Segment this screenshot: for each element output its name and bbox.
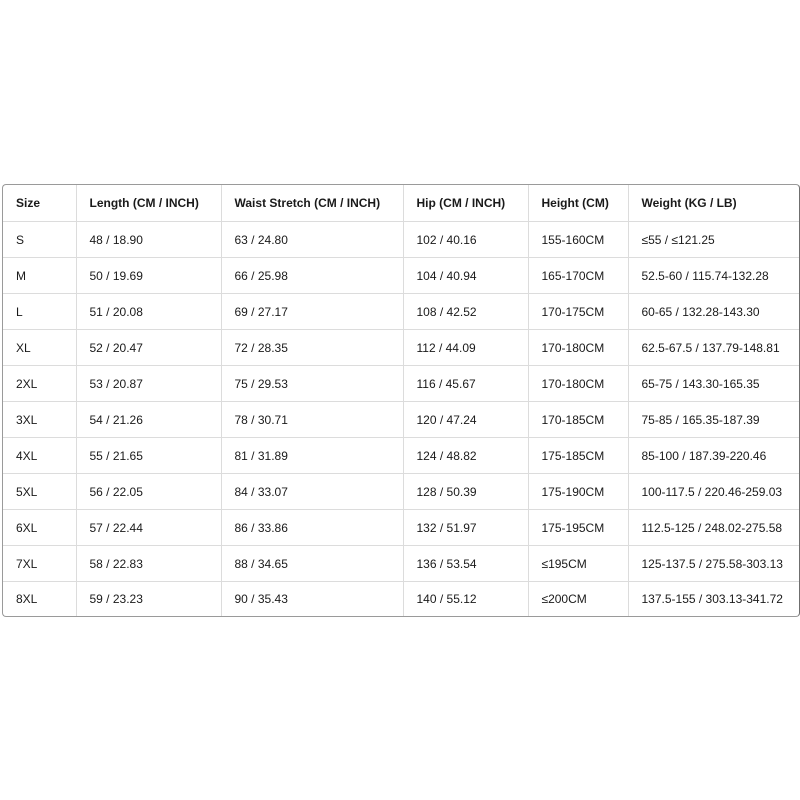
cell-hip: 132 / 51.97 — [403, 510, 528, 546]
cell-weight: 137.5-155 / 303.13-341.72 — [641, 592, 783, 606]
column-header-waist-stretch: Waist Stretch (CM / INCH) — [221, 185, 403, 222]
column-header-hip: Hip (CM / INCH) — [403, 185, 528, 222]
cell-hip: 104 / 40.94 — [403, 258, 528, 294]
cell-hip: 140 / 55.12 — [403, 582, 528, 617]
table-row — [3, 438, 799, 474]
cell-height: 170-175CM — [528, 294, 628, 330]
table-body — [3, 222, 799, 617]
cell-weight: ≤55 / ≤121.25 — [628, 222, 799, 258]
cell-size: 6XL — [3, 510, 76, 546]
cell-size: S — [3, 222, 76, 258]
table-row — [3, 510, 799, 546]
cell-height: 170-180CM — [528, 366, 628, 402]
cell-waist-stretch: 90 / 35.43 — [221, 582, 403, 617]
cell-weight: 85-100 / 187.39-220.46 — [628, 438, 799, 474]
column-header-size: Size — [3, 185, 76, 222]
table-row — [3, 258, 799, 294]
cell-weight: 75-85 / 165.35-187.39 — [628, 402, 799, 438]
cell-waist-stretch: 66 / 25.98 — [221, 258, 403, 294]
cell-weight: 60-65 / 132.28-143.30 — [628, 294, 799, 330]
cell-length: 57 / 22.44 — [76, 510, 221, 546]
table-row — [3, 474, 799, 510]
cell-hip: 128 / 50.39 — [403, 474, 528, 510]
cell-size: 8XL — [3, 582, 76, 617]
cell-waist-stretch: 69 / 27.17 — [221, 294, 403, 330]
cell-length: 48 / 18.90 — [76, 222, 221, 258]
cell-hip: 136 / 53.54 — [403, 546, 528, 582]
cell-waist-stretch: 63 / 24.80 — [221, 222, 403, 258]
cell-height: 155-160CM — [528, 222, 628, 258]
cell-weight: 125-137.5 / 275.58-303.13 — [628, 546, 799, 582]
cell-length: 54 / 21.26 — [76, 402, 221, 438]
size-table — [3, 185, 799, 616]
cell-hip: 116 / 45.67 — [403, 366, 528, 402]
cell-size: 3XL — [3, 402, 76, 438]
cell-weight: 52.5-60 / 115.74-132.28 — [628, 258, 799, 294]
table-header — [3, 185, 799, 222]
table-row — [3, 222, 799, 258]
cell-weight: 100-117.5 / 220.46-259.03 — [628, 474, 799, 510]
cell-length: 56 / 22.05 — [76, 474, 221, 510]
cell-waist-stretch: 78 / 30.71 — [221, 402, 403, 438]
cell-length: 52 / 20.47 — [76, 330, 221, 366]
column-header-weight: Weight (KG / LB) — [628, 185, 799, 222]
cell-length: 59 / 23.23 — [76, 582, 221, 617]
cell-length: 53 / 20.87 — [76, 366, 221, 402]
cell-height: 170-180CM — [528, 330, 628, 366]
table-row — [3, 294, 799, 330]
cell-waist-stretch: 88 / 34.65 — [221, 546, 403, 582]
cell-length: 58 / 22.83 — [76, 546, 221, 582]
cell-waist-stretch: 86 / 33.86 — [221, 510, 403, 546]
table-row — [3, 582, 799, 617]
cell-height: 175-190CM — [528, 474, 628, 510]
size-chart-table — [2, 184, 800, 617]
table-row — [3, 546, 799, 582]
cell-height: 175-195CM — [528, 510, 628, 546]
cell-hip: 120 / 47.24 — [403, 402, 528, 438]
cell-size: 4XL — [3, 438, 76, 474]
cell-waist-stretch: 84 / 33.07 — [221, 474, 403, 510]
column-header-length: Length (CM / INCH) — [76, 185, 221, 222]
cell-size: L — [3, 294, 76, 330]
cell-hip: 112 / 44.09 — [403, 330, 528, 366]
cell-hip: 108 / 42.52 — [403, 294, 528, 330]
table-row — [3, 330, 799, 366]
cell-waist-stretch: 75 / 29.53 — [221, 366, 403, 402]
cell-hip: 124 / 48.82 — [403, 438, 528, 474]
cell-length: 51 / 20.08 — [76, 294, 221, 330]
cell-hip: 102 / 40.16 — [403, 222, 528, 258]
table-row — [3, 402, 799, 438]
header-row — [3, 185, 799, 222]
cell-size: 7XL — [3, 546, 76, 582]
table-row — [3, 366, 799, 402]
cell-weight: 65-75 / 143.30-165.35 — [628, 366, 799, 402]
cell-size: XL — [3, 330, 76, 366]
cell-length: 50 / 19.69 — [76, 258, 221, 294]
cell-waist-stretch: 81 / 31.89 — [221, 438, 403, 474]
cell-size: M — [3, 258, 76, 294]
cell-height: 175-185CM — [528, 438, 628, 474]
cell-waist-stretch: 72 / 28.35 — [221, 330, 403, 366]
cell-height: ≤195CM — [528, 546, 628, 582]
cell-weight: 112.5-125 / 248.02-275.58 — [628, 510, 799, 546]
cell-size: 2XL — [3, 366, 76, 402]
cell-height: ≤200CM — [528, 582, 628, 617]
cell-height: 165-170CM — [528, 258, 628, 294]
cell-length: 55 / 21.65 — [76, 438, 221, 474]
cell-weight: 62.5-67.5 / 137.79-148.81 — [628, 330, 799, 366]
cell-size: 5XL — [3, 474, 76, 510]
column-header-height: Height (CM) — [528, 185, 628, 222]
cell-height: 170-185CM — [528, 402, 628, 438]
